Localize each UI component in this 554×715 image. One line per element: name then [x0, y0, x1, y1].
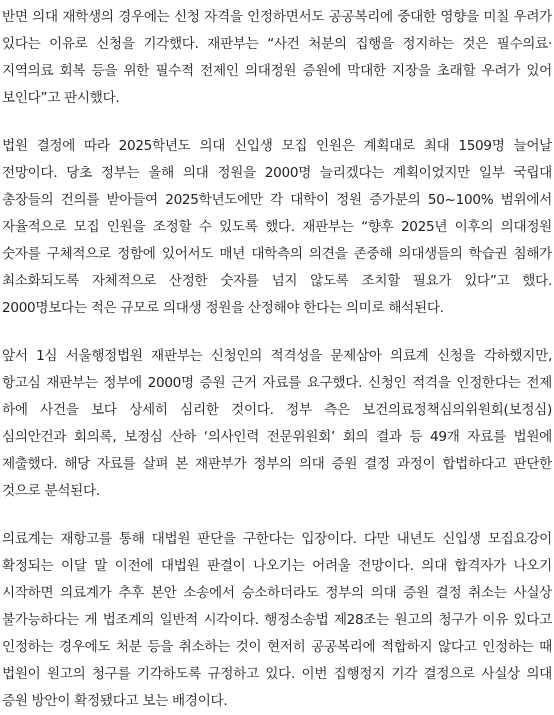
paragraph-3: 앞서 1심 서울행정법원 재판부는 신청인의 적격성을 문제삼아 의료계 신청을 각하했지만, 항고심 재판부는 정부에 2000명 증원 근거 자료를 요구했다. 신청인 적격을 인정한다는 전제 하에 사건을 보다 상세히 심리한 것이다. 정부 측은 보건의료정책심의위원회(보정심) 심의안건과 회의록, 보정심 산하 ‘의사인력 전문위원회’ 회의 결과 등 49개 자료를 법원에 제출했다. 해당 자료를 살펴 본 재판부가 정부의 의대 증원 결정 과정이 합법하다고 판단한 것으로 분석된다.	[2, 348, 552, 499]
paragraph-1: 반면 의대 재학생의 경우에는 신청 자격을 인정하면서도 공공복리에 중대한 영향을 미칠 우려가 있다는 이유로 신청을 기각했다. 재판부는 “사건 처분의 집행을 정지하는 것은 필수의료·지역의료 회복 등을 위한 필수적 전제인 의대정원 증원에 막대한 지장을 초래할 우려가 있어 보인다”고 판시했다.	[2, 9, 552, 106]
article-body	[2, 0, 552, 715]
paragraph-2: 법원 결정에 따라 2025학년도 의대 신입생 모집 인원은 계획대로 최대 1509명 늘어날 전망이다. 당초 정부는 올해 의대 정원을 2000명 늘리겠다는 계획이었지만 일부 국립대 총장들의 건의를 받아들여 2025학년도에만 각 대학이 정원 증가분의 50~100% 범위에서 자율적으로 모집 인원을 조정할 수 있도록 했다. 재판부는 “향후 2025년 이후의 의대정원 숫자를 구체적으로 정함에 있어서도 매년 대학측의 의견을 존중해 의대생들의 학습권 침해가 최소화되도록 자체적으로 산정한 숫자를 넘지 않도록 조치할 필요가 있다”고 했다. 2000명보다는 적은 규모로 의대생 정원을 산정해야 한다는 의미로 해석된다.	[2, 138, 552, 316]
paragraph-4: 의료계는 재항고를 통해 대법원 판단을 구한다는 입장이다. 다만 내년도 신입생 모집요강이 확정되는 이달 말 이전에 대법원 판결이 나오기는 어려울 전망이다. 의대 합격자가 나오기 시작하면 의료계가 추후 본안 소송에서 승소하더라도 정부의 의대 증원 결정 취소는 사실상 불가능하다는 게 법조계의 일반적 시각이다. 행정소송법 제28조는 원고의 청구가 이유 있다고 인정하는 경우에도 처분 등을 취소하는 것이 현저히 공공복리에 적합하지 않다고 인정하는 때 법원이 원고의 청구를 기각하도록 규정하고 있다. 이번 집행정지 기각 결정으로 사실상 의대 증원 방안이 확정됐다고 보는 배경이다.	[2, 531, 552, 709]
